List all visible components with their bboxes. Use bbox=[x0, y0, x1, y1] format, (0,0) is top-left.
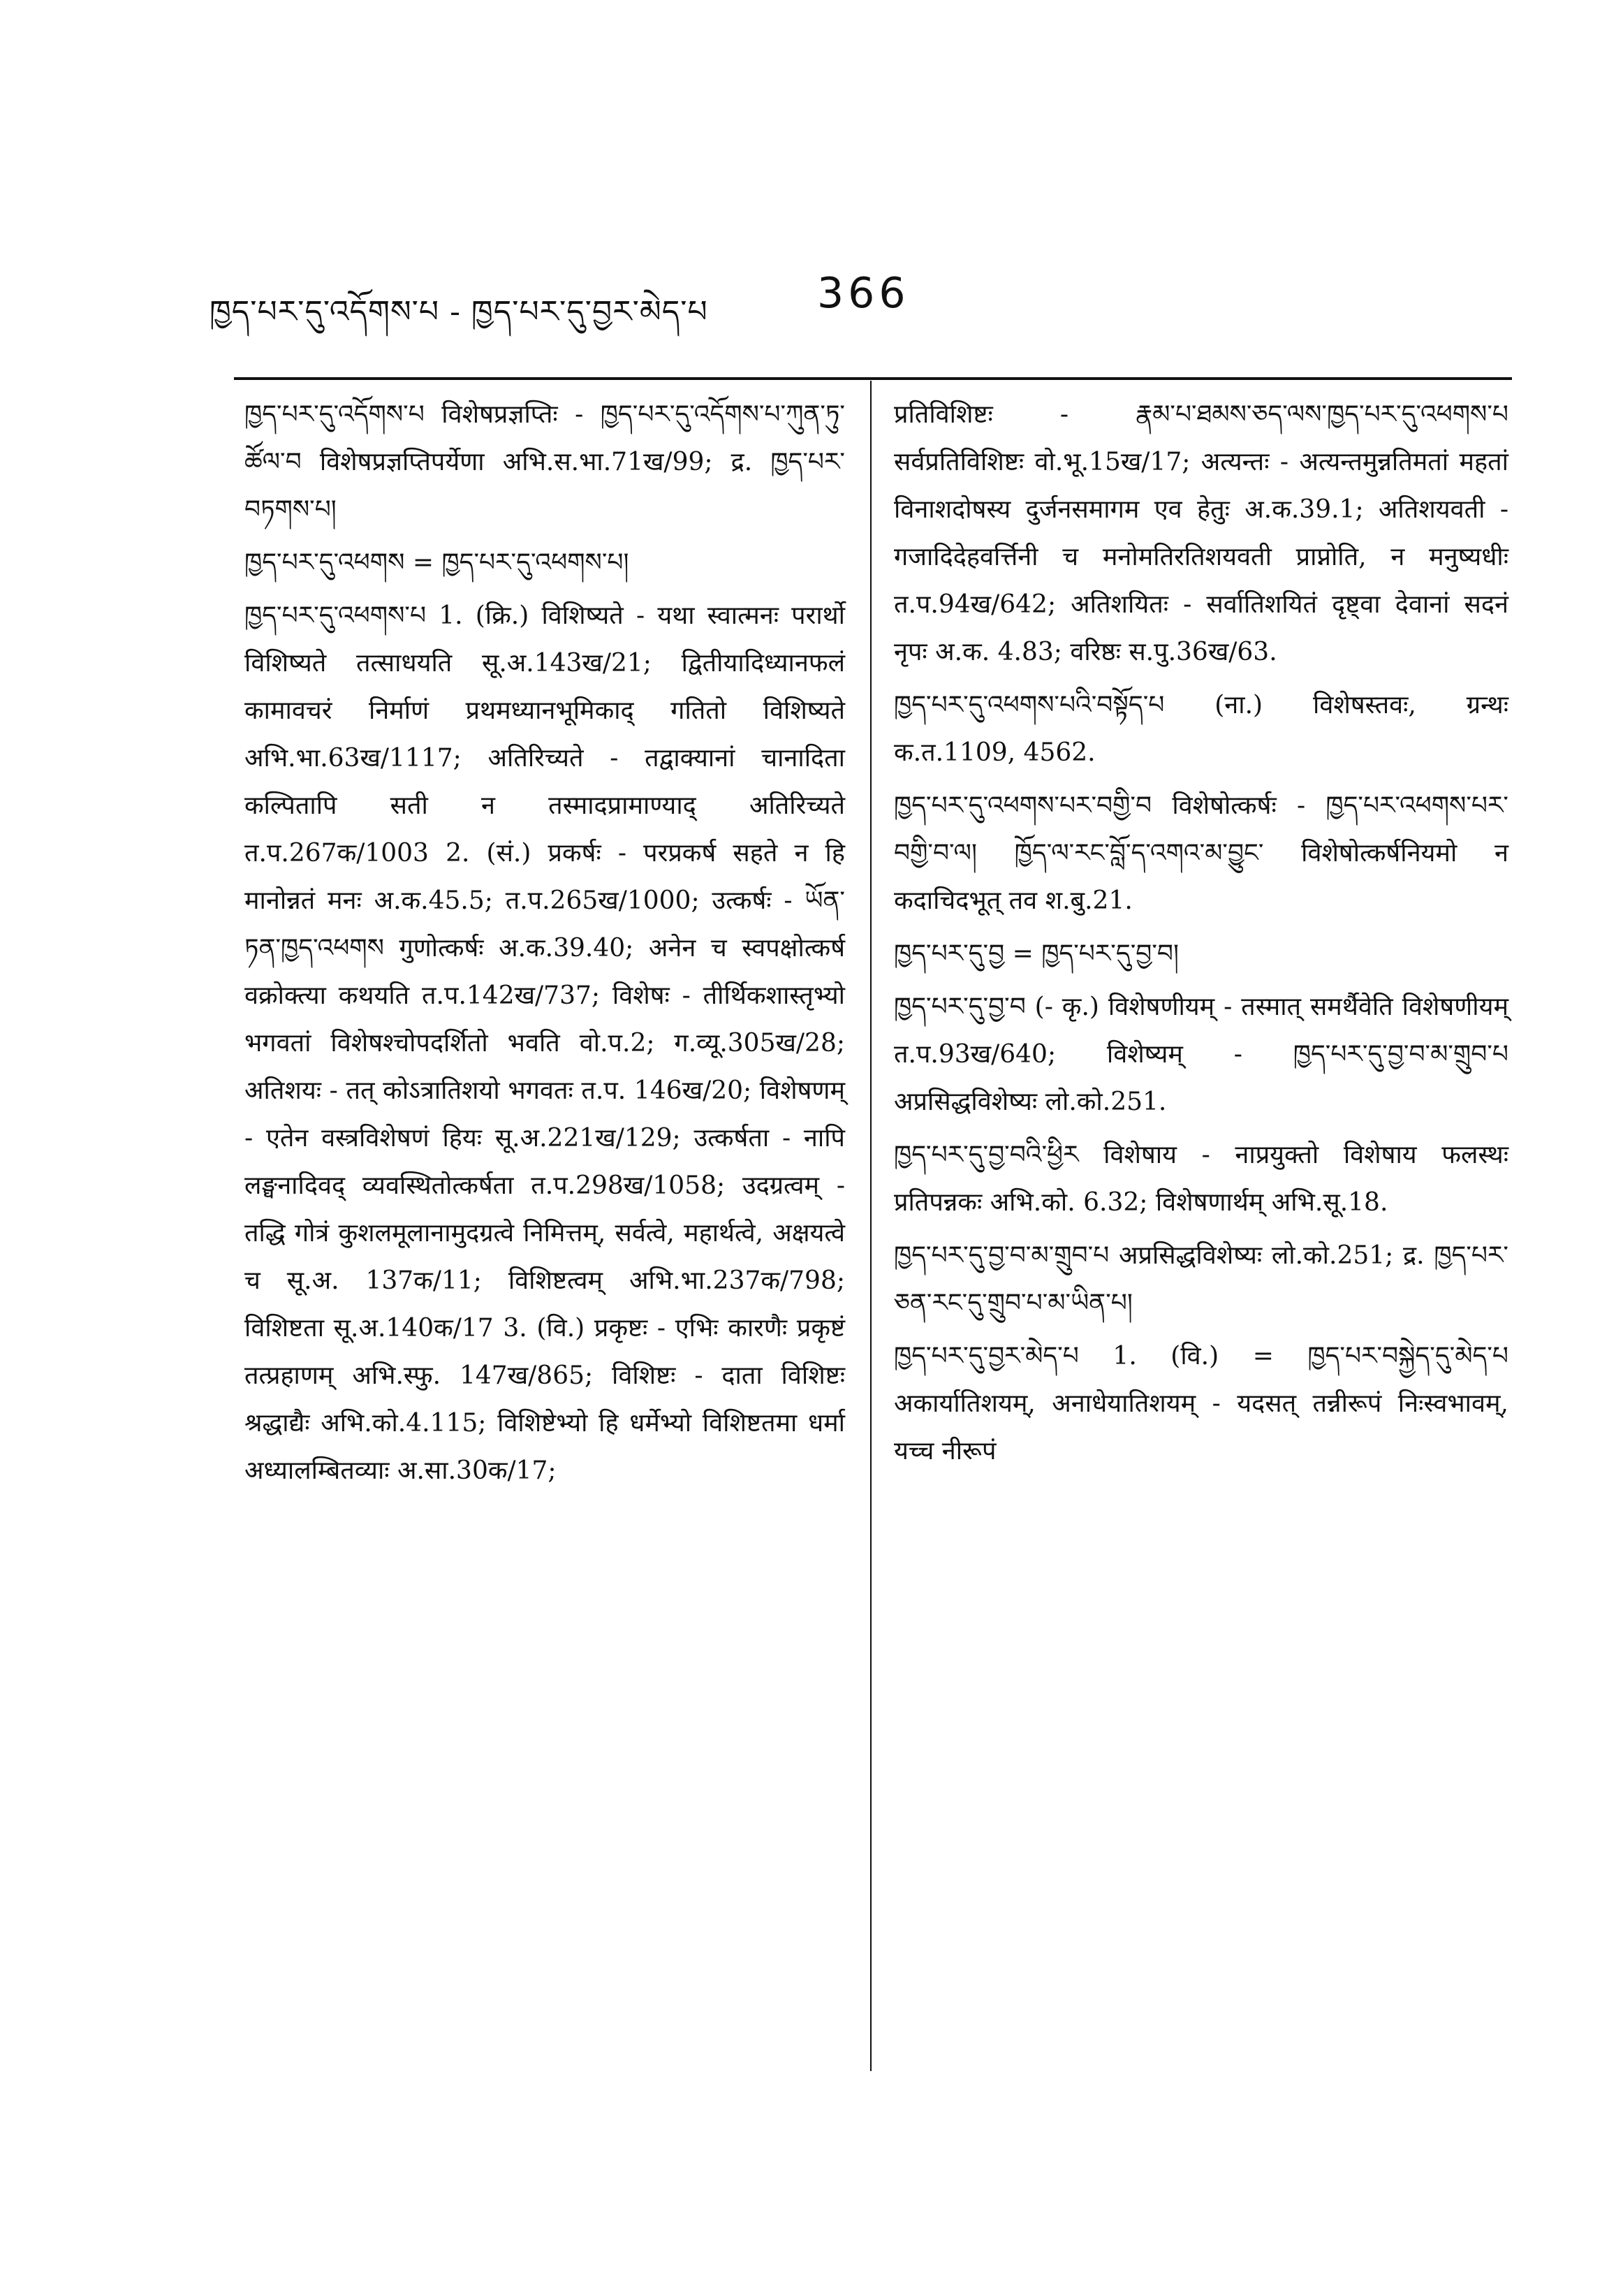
left-column bbox=[244, 391, 845, 1500]
entry-text: प्रतिविशिष्टः - རྣམ་པ་ཐམས་ཅད་ལས་ཁྱད་པར་དུ་འཕགས་པ सर्वप्रतिविशिष्टः वो.भू.15ख/17; अत्यन्तः - अत्यन्तमुन्नतिमतां महतां विनाशदोषस्य दुर्जनसमागम एव हेतुः अ.क.39.1; अतिशयवती - गजादिदेहवर्त्तिनी च मनोमतिरतिशयवती प्राप्नोति, न मनुष्यधीः त.प.94ख/642; अतिशयितः - सर्वातिशयितं दृष्ट्वा देवानां सदनं नृपः अ.क. 4.83; वरिष्ठः स.पु.36ख/63. bbox=[894, 400, 1508, 666]
entry-text: ཁྱད་པར་དུ་འཕགས་པ 1. (क्रि.) विशिष्यते - यथा स्वात्मनः परार्थो विशिष्यते तत्साधयति सू.अ.143ख/21; द्वितीयादिध्यानफलं कामावचरं निर्माणं प्रथमध्यानभूमिकाद् गतितो विशिष्यते अभि.भा.63ख/1117; अतिरिच्यते - तद्वाक्यानां चानादिता कल्पितापि सती न तस्मादप्रामाण्याद् अतिरिच्यते त.प.267क/1003 2. (सं.) प्रकर्षः - परप्रकर्ष सहते न हि मानोन्नतं मनः अ.क.45.5; त.प.265ख/1000; उत्कर्षः - ཡོན་ཏན་ཁྱད་འཕགས गुणोत्कर्षः अ.क.39.40; अनेन च स्वपक्षोत्कर्ष वक्रोक्त्या कथयति त.प.142ख/737; विशेषः - तीर्थिकशास्तृभ्यो भगवतां विशेषश्चोपदर्शितो भवति वो.प.2; ग.व्यू.305ख/28; अतिशयः - तत् कोऽत्रातिशयो भगवतः त.प. 146ख/20; विशेषणम् - एतेन वस्त्रविशेषणं हियः सू.अ.221ख/129; उत्कर्षता - नापि लङ्घनादिवद् व्यवस्थितोत्कर्षता त.प.298ख/1058; उदग्रत्वम् - तद्धि गोत्रं कुशलमूलानामुदग्रत्वे निमित्तम्, सर्वत्वे, महार्थत्वे, अक्षयत्वे च सू.अ. 137क/11; विशिष्टत्वम् अभि.भा.237क/798; विशिष्टता सू.अ.140क/17 3. (वि.) प्रकृष्टः - एभिः कारणैः प्रकृष्टं तत्प्रहाणम् अभि.स्फु. 147ख/865; विशिष्टः - दाता विशिष्टः श्रद्धाद्यैः अभि.को.4.115; विशिष्टेभ्यो हि धर्मेभ्यो विशिष्टतमा धर्मा अध्यालम्बितव्याः अ.सा.30क/17; bbox=[244, 601, 845, 1485]
entry-text: ཁྱད་པར་དུ་འཕགས་པའི་བསྟོད་པ (ना.) विशेषस्तवः, ग्रन्थः क.त.1109, 4562. bbox=[894, 691, 1508, 767]
column-divider bbox=[870, 381, 872, 2071]
entry-text: ཁྱད་པར་དུ་འཕགས = ཁྱད་པར་དུ་འཕགས་པ། bbox=[244, 548, 629, 577]
dictionary-entry bbox=[244, 592, 845, 1495]
right-column bbox=[894, 391, 1508, 1481]
dictionary-entry bbox=[244, 539, 845, 587]
dictionary-entry bbox=[894, 1333, 1508, 1475]
entry-text: ཁྱད་པར་དུ་བྱ = ཁྱད་པར་དུ་བྱ་བ། bbox=[894, 939, 1179, 968]
header-rule bbox=[234, 377, 1512, 380]
running-head-range: ཁྱད་པར་དུ་འདོགས་པ - ཁྱད་པར་དུ་བྱར་མེད་པ bbox=[210, 294, 708, 330]
entry-text: ཁྱད་པར་དུ་བྱ་བ (- कृ.) विशेषणीयम् - तस्मात् समर्थैवेति विशेषणीयम् त.प.93ख/640; विशेष्यम् - ཁྱད་པར་དུ་བྱ་བ་མ་གྲུབ་པ अप्रसिद्धविशेष्यः लो.को.251. bbox=[894, 993, 1508, 1116]
entry-text: ཁྱད་པར་དུ་བྱ་བ་མ་གྲུབ་པ अप्रसिद्धविशेष्यः लो.को.251; द्र. ཁྱད་པར་ཅན་རང་དུ་གྲུབ་པ་མ་ཡིན་པ། bbox=[894, 1241, 1508, 1317]
dictionary-entry bbox=[894, 930, 1508, 978]
entry-text: ཁྱད་པར་དུ་འདོགས་པ विशेषप्रज्ञप्तिः - ཁྱད་པར་དུ་འདོགས་པ་ཀུན་ཏུ་ཚོལ་བ विशेषप्रज्ञप्तिपर्येणा अभि.स.भा.71ख/99; द्र. ཁྱད་པར་བཏགས་པ། bbox=[244, 400, 845, 524]
entry-text: ཁྱད་པར་དུ་བྱར་མེད་པ 1. (वि.) = ཁྱད་པར་བསྐྱེད་དུ་མེད་པ अकार्यातिशयम्, अनाधेयातिशयम् - यदसत् तन्नीरूपं निःस्वभावम्, यच्च नीरूपं bbox=[894, 1342, 1508, 1465]
dictionary-entry bbox=[894, 1132, 1508, 1227]
dictionary-entry bbox=[244, 391, 845, 534]
dictionary-entry bbox=[894, 984, 1508, 1126]
entry-text: ཁྱད་པར་དུ་འཕགས་པར་བགྱི་བ विशेषोत्कर्षः - ཁྱད་པར་འཕགས་པར་བགྱི་བ་ལ། ཁྱོད་ལ་རང་བློ་ད་འགའ་མ་བྱུང་ विशेषोत्कर्षनियमो न कदाचिदभूत् तव श.बु.21. bbox=[894, 791, 1508, 915]
dictionary-entry bbox=[894, 682, 1508, 777]
page-header bbox=[210, 269, 1508, 346]
page-number: 366 bbox=[817, 269, 910, 318]
dictionary-entry bbox=[894, 782, 1508, 925]
entry-text: ཁྱད་པར་དུ་བྱ་བའི་ཕྱིར विशेषाय - नाप्रयुक्तो विशेषाय फलस्थः प्रतिपन्नकः अभि.को. 6.32; विशेषणार्थम् अभि.सू.18. bbox=[894, 1141, 1508, 1217]
dictionary-entry bbox=[894, 391, 1508, 676]
dictionary-entry bbox=[894, 1232, 1508, 1327]
